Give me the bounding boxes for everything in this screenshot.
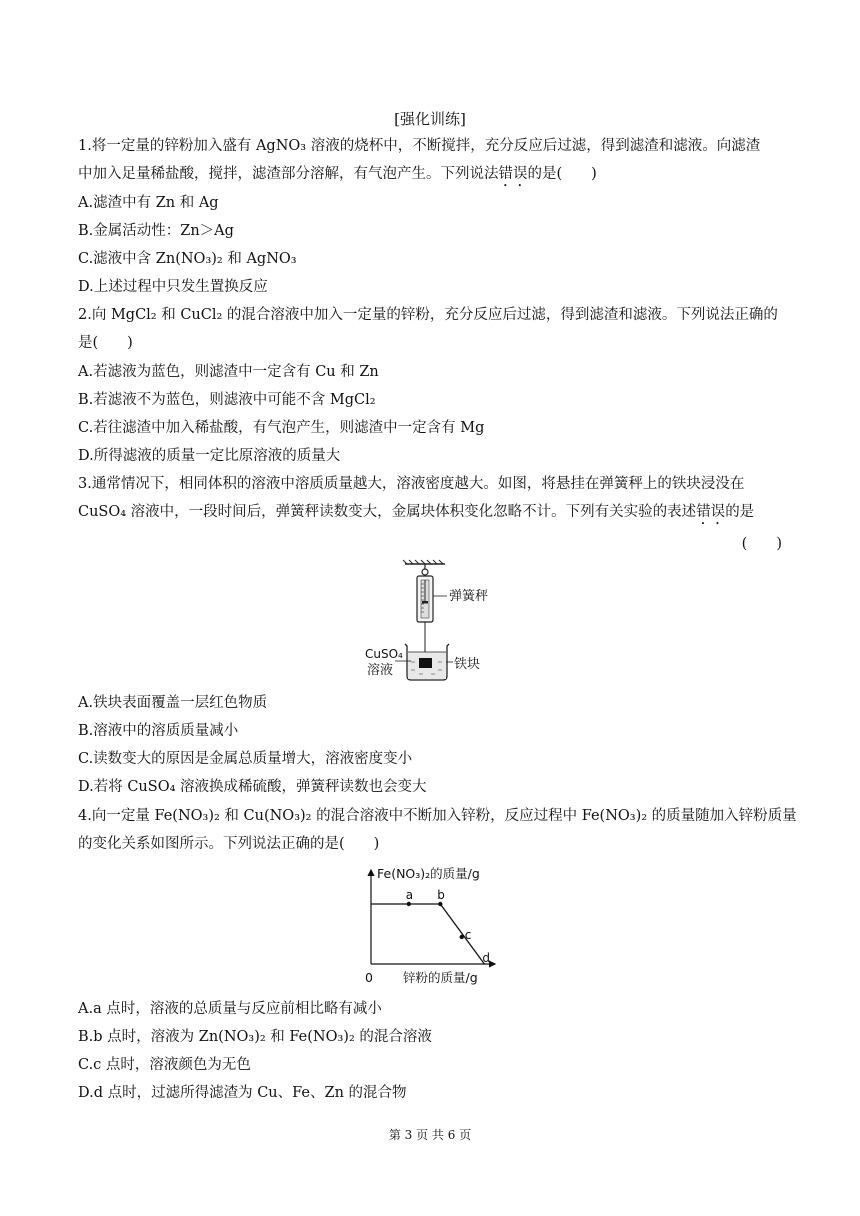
q3-answer-blank: ( ) <box>741 536 782 552</box>
q3-stem-line-1: 3.通常情况下，相同体积的溶液中溶质质量越大，溶液密度越大。如图，将悬挂在弹簧秤上的铁块浸没在 <box>78 476 745 492</box>
q2-stem-line-1: 2.向 MgCl₂ 和 CuCl₂ 的混合溶液中加入一定量的锌粉，充分反应后过滤，得到滤渣和滤液。下列说法正确的 <box>78 307 778 323</box>
point-c <box>460 935 464 939</box>
q3-emphasis: 错误 <box>696 504 726 520</box>
iron-block <box>419 658 432 668</box>
q1-stem-line-1: 1.将一定量的锌粉加入盛有 AgNO₃ 溶液的烧杯中，不断搅拌，充分反应后过滤，得到滤渣和滤液。向滤渣 <box>78 138 761 154</box>
q3-option-c: C.读数变大的原因是金属总质量增大，溶液密度变小 <box>78 751 413 767</box>
q4-stem-line-2: 的变化关系如图所示。下列说法正确的是( ) <box>78 836 380 852</box>
page-footer: 第 3 页 共 6 页 <box>388 1128 472 1142</box>
spring-scale-label: 弹簧秤 <box>449 589 489 604</box>
q2-option-d: D.所得滤液的质量一定比原溶液的质量大 <box>78 448 341 464</box>
q4-option-c: C.c 点时，溶液颜色为无色 <box>78 1057 251 1073</box>
q2-stem-line-2: 是( ) <box>78 335 133 351</box>
y-axis-label: Fe(NO₃)₂的质量/g <box>377 866 480 881</box>
q1-option-a: A.滤渣中有 Zn 和 Ag <box>78 195 219 211</box>
x-axis-label: 锌粉的质量/g <box>403 970 478 985</box>
q4-option-b: B.b 点时，溶液为 Zn(NO₃)₂ 和 Fe(NO₃)₂ 的混合溶液 <box>78 1029 432 1045</box>
q1-option-b: B.金属活动性：Zn＞Ag <box>78 223 234 239</box>
point-label-b: b <box>437 888 445 902</box>
q4-option-d: D.d 点时，过滤所得滤渣为 Cu、Fe、Zn 的混合物 <box>78 1085 407 1101</box>
q2-option-b: B.若滤液不为蓝色，则滤液中可能不含 MgCl₂ <box>78 392 376 408</box>
q4-chart <box>355 862 505 988</box>
q1-stem-line-2: 中加入足量稀盐酸，搅拌，滤渣部分溶解，有气泡产生。下列说法错误的是( ) <box>78 166 597 182</box>
point-label-a: a <box>405 888 414 902</box>
q1-option-d: D.上述过程中只发生置换反应 <box>78 279 268 295</box>
q3-stem-line-2: CuSO₄ 溶液中，一段时间后，弹簧秤读数变大，金属块体积变化忽略不计。下列有关实验的表述错误的是 <box>78 504 755 520</box>
q1-emphasis: 错误 <box>498 166 528 182</box>
point-label-d: d <box>482 951 491 965</box>
iron-block-label: 铁块 <box>454 657 481 672</box>
solution-label-text: 溶液 <box>367 663 394 678</box>
q2-option-c: C.若往滤渣中加入稀盐酸，有气泡产生，则滤渣中一定含有 Mg <box>78 420 485 436</box>
q4-option-a: A.a 点时，溶液的总质量与反应前相比略有减小 <box>78 1001 382 1017</box>
point-b <box>438 902 442 906</box>
q3-option-b: B.溶液中的溶质质量减小 <box>78 723 239 739</box>
q4-stem-line-1: 4.向一定量 Fe(NO₃)₂ 和 Cu(NO₃)₂ 的混合溶液中不断加入锌粉，反应过程中 Fe(NO₃)₂ 的质量随加入锌粉质量 <box>78 808 797 824</box>
q3-option-d: D.若将 CuSO₄ 溶液换成稀硫酸，弹簧秤读数也会变大 <box>78 779 427 795</box>
q3-figure <box>355 558 505 688</box>
q3-option-a: A.铁块表面覆盖一层红色物质 <box>78 695 268 711</box>
section-title: [强化训练] <box>394 110 466 128</box>
q1-option-c: C.滤液中含 Zn(NO₃)₂ 和 AgNO₃ <box>78 251 297 267</box>
point-label-c: c <box>464 928 472 942</box>
solution-label-formula: CuSO₄ <box>365 647 403 661</box>
q2-option-a: A.若滤液为蓝色，则滤渣中一定含有 Cu 和 Zn <box>78 364 379 380</box>
origin-label: 0 <box>365 970 373 985</box>
point-a <box>407 902 411 906</box>
